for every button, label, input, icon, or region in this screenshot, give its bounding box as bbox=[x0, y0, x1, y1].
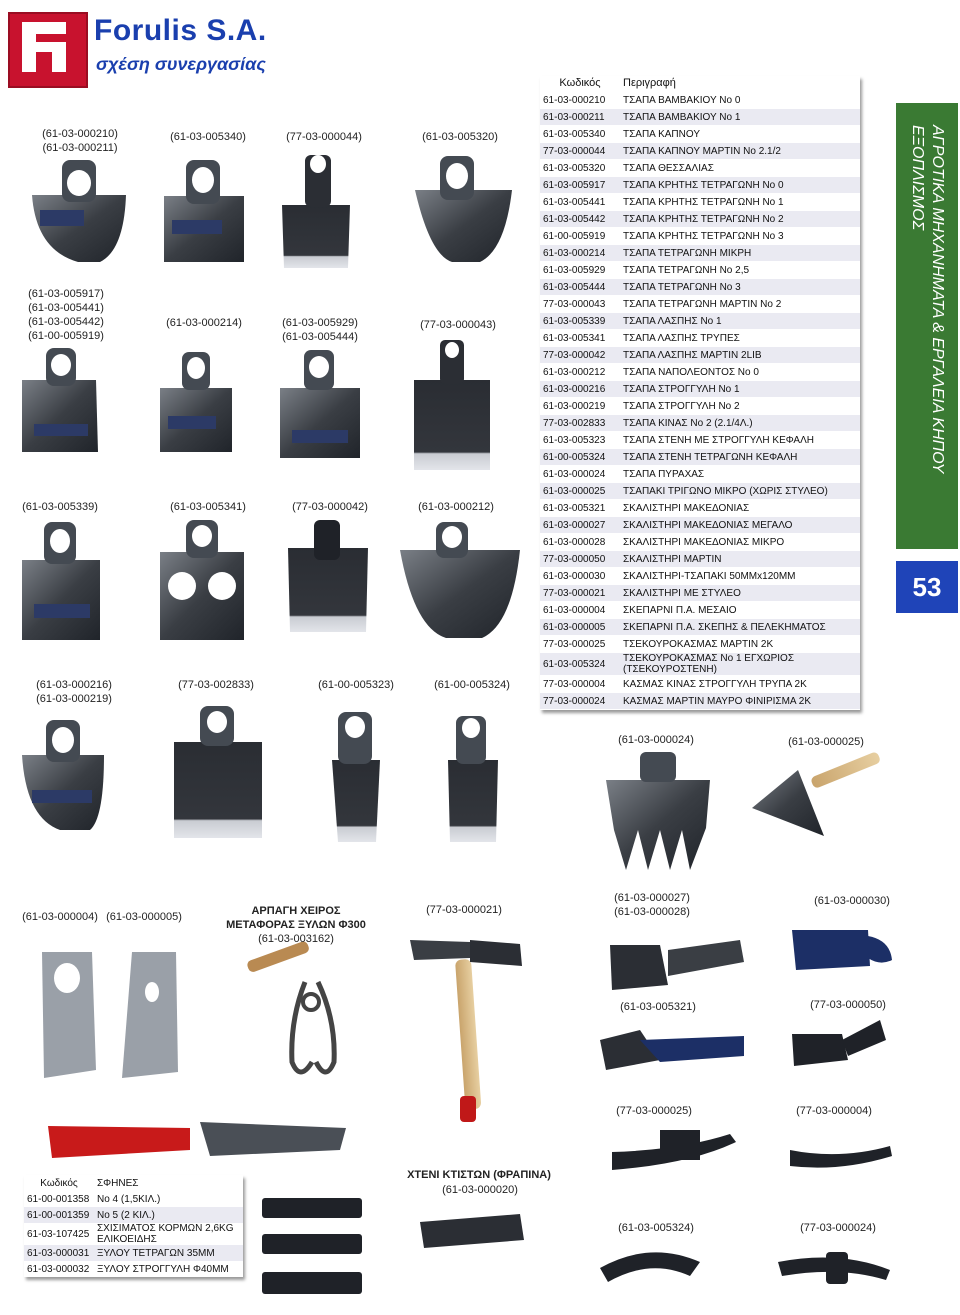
product-code-label: (61-03-000214) bbox=[166, 317, 242, 329]
macedonia-hoe-image bbox=[600, 1030, 744, 1070]
hoe-cotton-image bbox=[32, 160, 126, 262]
product-code-label: (61-03-000030) bbox=[814, 895, 890, 907]
product-code-cell: 77-03-000050 bbox=[540, 551, 620, 568]
table-row bbox=[540, 636, 860, 653]
product-description-cell: ΤΣΑΠΑ ΚΙΝΑΣ Νο 2 (2.1/4Λ.) bbox=[620, 415, 860, 432]
product-code-label: (77-03-000004) bbox=[796, 1105, 872, 1117]
log-tongs-image bbox=[246, 940, 334, 1072]
product-code-cell: 61-03-000219 bbox=[540, 398, 620, 415]
product-code-label: (61-03-000212) bbox=[418, 501, 494, 513]
product-code-label: (77-03-000024) bbox=[800, 1222, 876, 1234]
product-description-cell: ΚΑΣΜΑΣ ΚΙΝΑΣ ΣΤΡΟΓΓΥΛΗ ΤΡΥΠΑ 2Κ bbox=[620, 676, 860, 693]
product-code-label: (77-03-000043) bbox=[420, 319, 496, 331]
product-title: ΧΤΕΝΙ ΚΤΙΣΤΩΝ (ΦΡΑΠΙΝΑ) bbox=[407, 1169, 551, 1181]
product-description-cell: ΤΣΑΠΑ ΚΡΗΤΗΣ ΤΕΤΡΑΓΩΝΗ Νο 1 bbox=[620, 194, 860, 211]
hoe-fork-image bbox=[606, 752, 710, 870]
table-row bbox=[540, 194, 860, 211]
product-code-cell: 61-03-005341 bbox=[540, 330, 620, 347]
table-row bbox=[540, 211, 860, 228]
product-code-cell: 61-03-005323 bbox=[540, 432, 620, 449]
builders-comb-image bbox=[420, 1214, 524, 1248]
product-description-cell: ΤΣΑΠΑ ΠΥΡΑΧΑΣ bbox=[620, 466, 860, 483]
hoe-napoleon-image bbox=[400, 522, 520, 638]
product-description-cell: ΣΚΑΛΙΣΤΗΡΙ ΜΕ ΣΤΥΛΕΟ bbox=[620, 585, 860, 602]
product-code-label: (77-03-000042) bbox=[292, 501, 368, 513]
hoe-tobacco-martin-image bbox=[282, 155, 350, 268]
table-row bbox=[540, 279, 860, 296]
product-code-cell: 61-03-000216 bbox=[540, 381, 620, 398]
wedge-red-image bbox=[48, 1126, 190, 1158]
product-code-label: (77-03-000044) bbox=[286, 131, 362, 143]
table-row bbox=[540, 602, 860, 619]
table-row bbox=[540, 92, 860, 109]
table-row bbox=[540, 500, 860, 517]
product-code-label: (61-03-000210) (61-03-000211) bbox=[42, 128, 118, 154]
column-header-code: Κωδικός bbox=[540, 76, 620, 92]
table-row bbox=[540, 177, 860, 194]
table-row bbox=[540, 126, 860, 143]
table-row bbox=[540, 109, 860, 126]
table-row bbox=[540, 534, 860, 551]
hoe-square-small-image bbox=[160, 352, 232, 452]
product-code-cell: 61-03-000030 bbox=[540, 568, 620, 585]
product-code-cell: 61-03-005340 bbox=[540, 126, 620, 143]
table-row bbox=[24, 1245, 243, 1261]
product-code-cell: 77-03-002833 bbox=[540, 415, 620, 432]
product-description-cell: ΤΣΑΠΑ ΚΑΠΝΟΥ ΜΑΡΤΙΝ Νο 2.1/2 bbox=[620, 143, 860, 160]
product-code-label: (61-03-000005) bbox=[106, 911, 182, 923]
hoe-50x120-image bbox=[792, 930, 892, 970]
table-row bbox=[24, 1261, 243, 1277]
adze-roof-image bbox=[122, 952, 178, 1078]
hoe-crete-square-image bbox=[22, 348, 98, 452]
hoe-china-image bbox=[174, 706, 262, 838]
table-row bbox=[540, 330, 860, 347]
product-description-cell: ΞΥΛΟΥ ΣΤΡΟΓΓΥΛΗ Φ40ΜΜ bbox=[97, 1263, 229, 1275]
product-description-cell: ΤΣΑΠΑ ΛΑΣΠΗΣ Νο 1 bbox=[620, 313, 860, 330]
table-row bbox=[540, 676, 860, 693]
product-description-cell: ΤΣΑΠΑ ΛΑΣΠΗΣ ΜΑΡΤΙΝ 2LIB bbox=[620, 347, 860, 364]
product-code-cell: 77-03-000024 bbox=[540, 693, 620, 710]
product-code-label: (77-03-000021) bbox=[426, 904, 502, 916]
table-row bbox=[540, 296, 860, 313]
brand-name: Forulis S.A. bbox=[94, 14, 267, 47]
product-description-cell: ΤΣΑΠΑ ΝΑΠΟΛΕΟΝΤΟΣ Νο 0 bbox=[620, 364, 860, 381]
product-code-label: (61-03-005339) bbox=[22, 501, 98, 513]
product-description-cell: ΤΣΑΠΑ ΣΤΕΝΗ ΜΕ ΣΤΡΟΓΓΥΛΗ ΚΕΦΑΛΗ bbox=[620, 432, 860, 449]
product-code-label: (61-03-003162) bbox=[258, 933, 334, 945]
product-description-cell: ΣΚΑΛΙΣΤΗΡΙ ΜΑΡΤΙΝ bbox=[620, 551, 860, 568]
category-subtitle: ΕΞΟΠΛΙΣΜΟΣ bbox=[909, 125, 926, 231]
product-description-cell: ΤΣΑΠΑ ΛΑΣΠΗΣ ΤΡΥΠΕΣ bbox=[620, 330, 860, 347]
product-code-label: (61-03-000025) bbox=[788, 736, 864, 748]
product-code-cell: 77-03-000043 bbox=[540, 296, 620, 313]
product-code-cell: 61-00-001358 bbox=[27, 1193, 90, 1205]
table-row bbox=[540, 483, 860, 500]
category-title: ΑΓΡΟΤΙΚΑ ΜΗΧΑΝΗΜΑΤΑ & ΕΡΓΑΛΕΙΑ ΚΗΠΟΥ bbox=[929, 125, 946, 474]
table-row bbox=[540, 364, 860, 381]
wedge-spiral-image bbox=[200, 1122, 346, 1156]
product-code-cell: 77-03-000044 bbox=[540, 143, 620, 160]
table-row bbox=[540, 228, 860, 245]
product-code-cell: 61-03-000004 bbox=[540, 602, 620, 619]
hoe-mud-image bbox=[22, 522, 100, 640]
hoe-square-martin-image bbox=[414, 340, 490, 470]
product-description-cell: ΤΣΑΠΑ ΤΕΤΡΑΓΩΝΗ ΜΙΚΡΗ bbox=[620, 245, 860, 262]
table-row bbox=[24, 1207, 243, 1223]
column-header-code: Κωδικός bbox=[40, 1177, 78, 1189]
product-description-cell: ΤΣΑΠΑ ΘΕΣΣΑΛΙΑΣ bbox=[620, 160, 860, 177]
product-description-cell: ΤΣΑΠΑ ΣΤΡΟΓΓΥΛΗ Νο 2 bbox=[620, 398, 860, 415]
brand-slogan: σχέση συνεργασίας bbox=[96, 54, 266, 74]
product-code-cell: 61-03-000212 bbox=[540, 364, 620, 381]
product-code-cell: 77-03-000025 bbox=[540, 636, 620, 653]
table-row bbox=[540, 415, 860, 432]
product-description-cell: Νο 4 (1,5ΚΙΛ.) bbox=[97, 1193, 161, 1205]
product-code-cell: 61-03-000214 bbox=[540, 245, 620, 262]
pick-axe-narrow-image bbox=[600, 1252, 700, 1282]
product-description-cell: ΣΚΑΛΙΣΤΗΡΙ ΜΑΚΕΔΟΝΙΑΣ ΜΙΚΡΟ bbox=[620, 534, 860, 551]
table-row bbox=[540, 381, 860, 398]
column-header-description: Περιγραφή bbox=[620, 76, 860, 92]
hoe-mud-holes-image bbox=[160, 520, 244, 640]
product-description-cell: ΤΣΕΚΟΥΡΟΚΑΣΜΑΣ Νο 1 ΕΓΧΩΡΙΟΣ (ΤΣΕΚΟΥΡΟΣΤΕΝΗ) bbox=[620, 653, 860, 676]
pick-martin-2k-image bbox=[612, 1130, 736, 1170]
product-description-cell: ΤΣΑΠΑΚΙ ΤΡΙΓΩΝΟ ΜΙΚΡΟ (ΧΩΡΙΣ ΣΤΥΛΕΟ) bbox=[620, 483, 860, 500]
wedge-table bbox=[24, 1175, 243, 1277]
hoe-thessaly-image bbox=[415, 156, 512, 262]
product-code-label: (77-03-000025) bbox=[616, 1105, 692, 1117]
product-description-cell: ΣΚΕΠΑΡΝΙ Π.Α. ΣΚΕΠΗΣ & ΠΕΛΕΚΗΜΑΤΟΣ bbox=[620, 619, 860, 636]
product-code-label: (61-03-000020) bbox=[442, 1184, 518, 1196]
product-code-label: (61-00-005323) bbox=[318, 679, 394, 691]
pick-martin-black-image bbox=[778, 1252, 890, 1284]
product-title: ΑΡΠΑΓΗ ΧΕΙΡΟΣ ΜΕΤΑΦΟΡΑΣ ΞΥΛΩΝ Φ300 bbox=[226, 905, 366, 931]
product-code-label: (61-00-005324) bbox=[434, 679, 510, 691]
product-code-cell: 61-03-005442 bbox=[540, 211, 620, 228]
product-code-label: (61-03-000024) bbox=[618, 734, 694, 746]
product-description-cell: ΞΥΛΟΥ ΤΕΤΡΑΓΩΝ 35ΜΜ bbox=[94, 1245, 243, 1261]
product-description-cell: ΤΣΑΠΑ ΤΕΤΡΑΓΩΝΗ ΜΑΡΤΙΝ Νο 2 bbox=[620, 296, 860, 313]
table-row bbox=[540, 619, 860, 636]
product-code-cell: 61-03-005339 bbox=[540, 313, 620, 330]
product-code-label: (61-03-005917) (61-03-005441) (61-03-005442) (61-00-005919) bbox=[28, 288, 104, 342]
product-code-cell: 61-03-005929 bbox=[540, 262, 620, 279]
table-row bbox=[540, 432, 860, 449]
product-code-cell: 61-03-005321 bbox=[540, 500, 620, 517]
product-description-cell: ΤΣΑΠΑ ΤΕΤΡΑΓΩΝΗ Νο 3 bbox=[620, 279, 860, 296]
product-code-cell: 61-03-000210 bbox=[540, 92, 620, 109]
product-code-cell: 61-03-107425 bbox=[27, 1228, 90, 1240]
product-code-cell: 61-03-000032 bbox=[27, 1263, 90, 1275]
product-description-cell: ΤΣΑΠΑ ΒΑΜΒΑΚΙΟΥ Νο 1 bbox=[620, 109, 860, 126]
wedge-bars-image bbox=[262, 1198, 362, 1294]
product-code-cell: 61-03-000211 bbox=[540, 109, 620, 126]
product-code-cell: 61-00-005324 bbox=[540, 449, 620, 466]
product-code-cell: 61-03-000031 bbox=[24, 1245, 94, 1261]
hoe-martin-image bbox=[792, 1020, 886, 1066]
pick-china-image bbox=[790, 1146, 892, 1168]
product-code-cell: 61-03-000025 bbox=[540, 483, 620, 500]
product-code-label: (61-03-005340) bbox=[170, 131, 246, 143]
product-table bbox=[540, 76, 860, 710]
product-code-label: (77-03-000050) bbox=[810, 999, 886, 1011]
product-description-cell: ΤΣΑΠΑ ΚΡΗΤΗΣ ΤΕΤΡΑΓΩΝΗ Νο 0 bbox=[620, 177, 860, 194]
hoe-round-image bbox=[22, 720, 104, 830]
table-row bbox=[540, 551, 860, 568]
product-code-cell: 61-03-005917 bbox=[540, 177, 620, 194]
product-code-label: (61-03-005929) (61-03-005444) bbox=[282, 317, 358, 343]
product-code-cell: 77-03-000042 bbox=[540, 347, 620, 364]
table-row bbox=[540, 160, 860, 177]
table-row bbox=[540, 466, 860, 483]
product-description-cell: ΤΣΑΠΑ ΣΤΕΝΗ ΤΕΤΡΑΓΩΝΗ ΚΕΦΑΛΗ bbox=[620, 449, 860, 466]
product-description-cell: ΤΣΕΚΟΥΡΟΚΑΣΜΑΣ ΜΑΡΤΙΝ 2Κ bbox=[620, 636, 860, 653]
product-code-cell: 61-03-000024 bbox=[540, 466, 620, 483]
hoe-narrow-round-image bbox=[332, 712, 380, 842]
product-code-cell: 61-03-005320 bbox=[540, 160, 620, 177]
table-row bbox=[540, 313, 860, 330]
table-row bbox=[540, 245, 860, 262]
product-code-cell: 77-03-000004 bbox=[540, 676, 620, 693]
product-description-cell: ΤΣΑΠΑ ΚΡΗΤΗΣ ΤΕΤΡΑΓΩΝΗ Νο 2 bbox=[620, 211, 860, 228]
triangle-hoe-image bbox=[752, 751, 881, 836]
table-row bbox=[540, 143, 860, 160]
product-code-cell: 61-03-000005 bbox=[540, 619, 620, 636]
product-description-cell: ΤΣΑΠΑ ΒΑΜΒΑΚΙΟΥ Νο 0 bbox=[620, 92, 860, 109]
table-row bbox=[24, 1223, 243, 1245]
column-header-description: ΣΦΗΝΕΣ bbox=[97, 1177, 139, 1189]
product-description-cell: ΣΚΕΠΑΡΝΙ Π.Α. ΜΕΣΑΙΟ bbox=[620, 602, 860, 619]
product-code-cell: 61-03-005444 bbox=[540, 279, 620, 296]
table-row bbox=[540, 693, 860, 710]
product-code-label: (61-03-000216) (61-03-000219) bbox=[36, 679, 112, 705]
product-code-label: (77-03-002833) bbox=[178, 679, 254, 691]
table-row bbox=[540, 347, 860, 364]
product-description-cell: ΤΣΑΠΑ ΣΤΡΟΓΓΥΛΗ Νο 1 bbox=[620, 381, 860, 398]
product-description-cell: ΣΧΙΣΙΜΑΤΟΣ ΚΟΡΜΩΝ 2,6KG ΕΛΙΚΟΕΙΔΗΣ bbox=[97, 1223, 234, 1245]
product-description-cell: ΚΑΣΜΑΣ ΜΑΡΤΙΝ ΜΑΥΡΟ ΦΙΝΙΡΙΣΜΑ 2Κ bbox=[620, 693, 860, 710]
product-code-label: (61-03-000004) bbox=[22, 911, 98, 923]
table-row bbox=[24, 1191, 243, 1207]
product-code-cell: 61-00-005919 bbox=[540, 228, 620, 245]
product-description-cell: ΣΚΑΛΙΣΤΗΡΙ ΜΑΚΕΔΟΝΙΑΣ ΜΕΓΑΛΟ bbox=[620, 517, 860, 534]
table-row bbox=[540, 653, 860, 676]
product-code-cell: 61-03-005441 bbox=[540, 194, 620, 211]
product-description-cell: ΤΣΑΠΑ ΚΡΗΤΗΣ ΤΕΤΡΑΓΩΝΗ Νο 3 bbox=[620, 228, 860, 245]
table-row bbox=[540, 398, 860, 415]
table-row bbox=[540, 262, 860, 279]
hoe-narrow-square-image bbox=[448, 716, 498, 842]
product-code-label: (61-03-000027) (61-03-000028) bbox=[614, 892, 690, 918]
macedonia-hoe-large-image bbox=[610, 940, 744, 990]
product-code-label: (61-03-005321) bbox=[620, 1001, 696, 1013]
product-description-cell: ΤΣΑΠΑ ΤΕΤΡΑΓΩΝΗ Νο 2,5 bbox=[620, 262, 860, 279]
table-row bbox=[540, 517, 860, 534]
product-description-cell: ΣΚΑΛΙΣΤΗΡΙ-ΤΣΑΠΑΚΙ 50ΜΜx120ΜΜ bbox=[620, 568, 860, 585]
table-row bbox=[540, 449, 860, 466]
product-code-label: (61-03-005324) bbox=[618, 1222, 694, 1234]
product-code-cell: 61-00-001359 bbox=[24, 1207, 94, 1223]
product-code-label: (61-03-005341) bbox=[170, 501, 246, 513]
product-code-cell: 77-03-000021 bbox=[540, 585, 620, 602]
product-code-cell: 61-03-000027 bbox=[540, 517, 620, 534]
adze-medium-image bbox=[42, 952, 96, 1078]
hoe-square-25-image bbox=[280, 350, 360, 458]
product-code-cell: 61-03-005324 bbox=[540, 653, 620, 676]
product-code-label: (61-03-005320) bbox=[422, 131, 498, 143]
hoe-mud-martin-image bbox=[288, 520, 368, 632]
product-code-cell: 61-03-000028 bbox=[540, 534, 620, 551]
hoe-with-handle-image bbox=[410, 940, 522, 1122]
hoe-tobacco-image bbox=[164, 160, 244, 262]
product-description-cell: ΤΣΑΠΑ ΚΑΠΝΟΥ bbox=[620, 126, 860, 143]
table-row bbox=[540, 568, 860, 585]
product-description-cell: Νο 5 (2 ΚΙΛ.) bbox=[94, 1207, 243, 1223]
product-description-cell: ΣΚΑΛΙΣΤΗΡΙ ΜΑΚΕΔΟΝΙΑΣ bbox=[620, 500, 860, 517]
table-row bbox=[540, 585, 860, 602]
page-number: 53 bbox=[896, 561, 958, 613]
